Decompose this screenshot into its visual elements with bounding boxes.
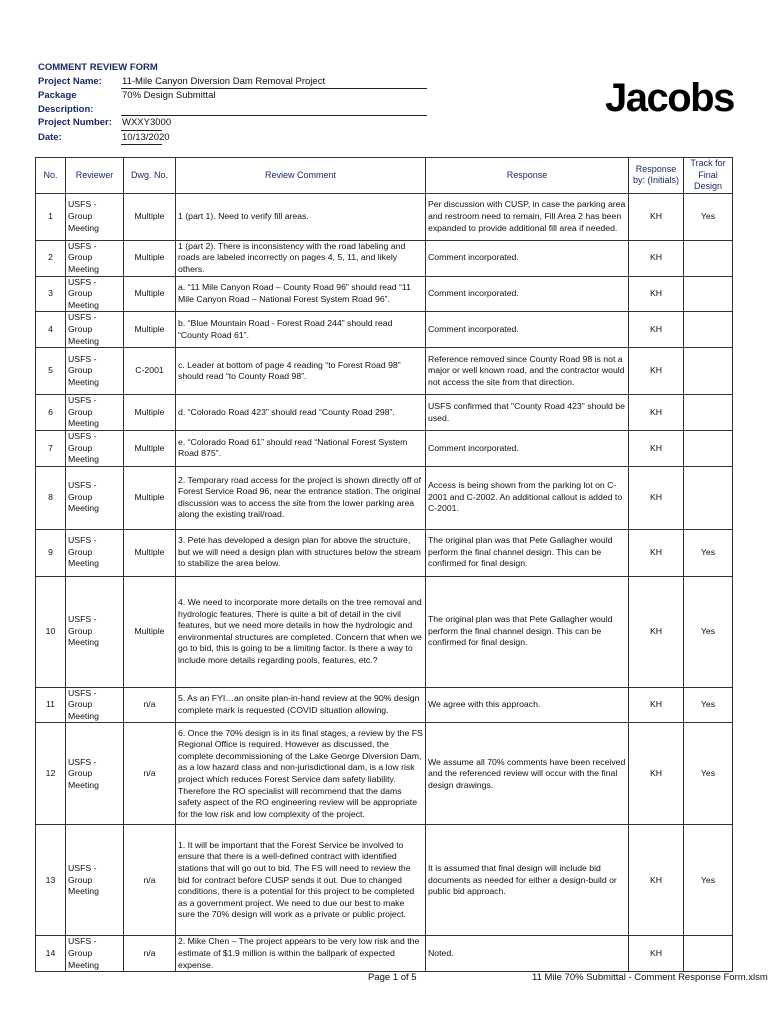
response-cell: Comment incorporated. [426, 240, 629, 276]
field-value: 11-Mile Canyon Diversion Dam Removal Project [121, 75, 427, 90]
reviewer-cell: USFS - Group Meeting [66, 687, 124, 723]
dwg-number-cell: Multiple [124, 276, 176, 312]
review-comment-cell: 4. We need to incorporate more details on the tree removal and hydrologic features. There is quite a bit of detail in the civil features, but we need more details in how the hydrologic and environmental structures are completed. Concern that when we go to bid, this is going to be a limiting factor. Is there a way to include more details regarding pools, features, etc.? [176, 576, 426, 687]
track-cell [684, 240, 733, 276]
response-by-cell: KH [629, 276, 684, 312]
reviewer-cell: USFS - Group Meeting [66, 825, 124, 936]
response-cell: Comment incorporated. [426, 430, 629, 466]
project-name-row [38, 75, 427, 90]
dwg-number-cell: Multiple [124, 240, 176, 276]
review-comment-cell: d. “Colorado Road 423” should read “County Road 298”. [176, 395, 426, 431]
track-cell [684, 276, 733, 312]
response-by-cell: KH [629, 723, 684, 825]
track-cell [684, 936, 733, 972]
response-by-cell: KH [629, 466, 684, 529]
response-by-cell: KH [629, 193, 684, 240]
row-number: 6 [36, 395, 66, 431]
field-value: 70% Design Submittal [121, 89, 427, 116]
response-by-cell: KH [629, 312, 684, 348]
reviewer-cell: USFS - Group Meeting [66, 312, 124, 348]
response-cell: Comment incorporated. [426, 276, 629, 312]
table-row [36, 348, 733, 395]
reviewer-cell: USFS - Group Meeting [66, 240, 124, 276]
track-cell: Yes [684, 825, 733, 936]
field-label: Package Description: [38, 90, 94, 115]
dwg-number-cell: n/a [124, 936, 176, 972]
response-cell: Noted. [426, 936, 629, 972]
row-number: 10 [36, 576, 66, 687]
dwg-number-cell: n/a [124, 825, 176, 936]
review-comment-cell: 5. As an FYI…an onsite plan-in-hand review at the 90% design complete mark is requested (COVID situation allowing. [176, 687, 426, 723]
table-row [36, 312, 733, 348]
review-comment-cell: 6. Once the 70% design is in its final stages, a review by the FS Regional Office is required. However as discussed, the complete decommissioning of the Lake George Diversion Dam, as a low hazard class and non-jurisdictional dam, is a low risk project which reduces Forest Service dam safety liability. Therefore the RO specialist will recommend that the dams safety aspect of the RO engineering review will be appropriate for the low risk and low complexity of the project. [176, 723, 426, 825]
field-label: Project Number: [38, 117, 112, 128]
form-header [38, 61, 427, 145]
response-cell: Reference removed since County Road 98 is not a major or well known road, and the contractor would not access the site from that direction. [426, 348, 629, 395]
date-row [38, 131, 427, 146]
response-by-cell: KH [629, 430, 684, 466]
review-comment-cell: 2. Temporary road access for the project is shown directly off of Forest Service Road 96, near the entrance station. The original discussion was to access the site from the lower parking area along the existing trail/road. [176, 466, 426, 529]
col-header-response: Response [426, 158, 629, 194]
response-cell: USFS confirmed that "County Road 423" should be used. [426, 395, 629, 431]
dwg-number-cell: n/a [124, 687, 176, 723]
table-row [36, 936, 733, 972]
track-cell: Yes [684, 576, 733, 687]
col-header-comment: Review Comment [176, 158, 426, 194]
row-number: 3 [36, 276, 66, 312]
row-number: 9 [36, 529, 66, 576]
response-by-cell: KH [629, 825, 684, 936]
response-by-cell: KH [629, 240, 684, 276]
row-number: 2 [36, 240, 66, 276]
dwg-number-cell: Multiple [124, 430, 176, 466]
reviewer-cell: USFS - Group Meeting [66, 723, 124, 825]
row-number: 8 [36, 466, 66, 529]
table-header-row [36, 158, 733, 194]
field-label: Date: [38, 131, 62, 143]
response-cell: We agree with this approach. [426, 687, 629, 723]
dwg-number-cell: Multiple [124, 576, 176, 687]
dwg-number-cell: Multiple [124, 193, 176, 240]
track-cell [684, 430, 733, 466]
field-label: Project Name: [38, 75, 102, 87]
track-cell [684, 395, 733, 431]
response-by-cell: KH [629, 576, 684, 687]
reviewer-cell: USFS - Group Meeting [66, 276, 124, 312]
reviewer-cell: USFS - Group Meeting [66, 193, 124, 240]
col-header-no: No. [36, 158, 66, 194]
review-comment-cell: 2. Mike Chen – The project appears to be very low risk and the estimate of $1.9 million is within the ballpark of expected expense. [176, 936, 426, 972]
dwg-number-cell: C-2001 [124, 348, 176, 395]
row-number: 12 [36, 723, 66, 825]
table-row [36, 825, 733, 936]
dwg-number-cell: n/a [124, 723, 176, 825]
col-header-track: Track for Final Design [684, 158, 733, 194]
review-comment-cell: a. “11 Mile Canyon Road – County Road 96” should read “11 Mile Canyon Road – National Forest System Road 96”. [176, 276, 426, 312]
file-name: 11 Mile 70% Submittal - Comment Response Form.xlsm [532, 972, 768, 983]
package-description-row [38, 89, 427, 116]
table-row [36, 430, 733, 466]
track-cell [684, 312, 733, 348]
reviewer-cell: USFS - Group Meeting [66, 348, 124, 395]
row-number: 14 [36, 936, 66, 972]
table-row [36, 529, 733, 576]
company-logo: Jacobs [605, 76, 734, 120]
col-header-reviewer: Reviewer [66, 158, 124, 194]
table-row [36, 687, 733, 723]
reviewer-cell: USFS - Group Meeting [66, 430, 124, 466]
project-number-row [38, 116, 427, 131]
form-title: COMMENT REVIEW FORM [38, 62, 158, 73]
response-by-cell: KH [629, 936, 684, 972]
review-comment-cell: 3. Pete has developed a design plan for above the structure, but we will need a design plan with structures below the stream to stabilize the area below. [176, 529, 426, 576]
field-value: WXXY3000 [121, 116, 162, 131]
review-comment-cell: 1 (part 2). There is inconsistency with the road labeling and roads are labeled incorrectly on pages 4, 5, 11, and likely others. [176, 240, 426, 276]
dwg-number-cell: Multiple [124, 529, 176, 576]
track-cell [684, 466, 733, 529]
track-cell: Yes [684, 723, 733, 825]
response-by-cell: KH [629, 348, 684, 395]
table-row [36, 576, 733, 687]
response-cell: It is assumed that final design will include bid documents as needed for either a design-build or public bid approach. [426, 825, 629, 936]
response-cell: The original plan was that Pete Gallagher would perform the final channel design. This can be confirmed for final design. [426, 529, 629, 576]
response-cell: Comment incorporated. [426, 312, 629, 348]
track-cell: Yes [684, 687, 733, 723]
row-number: 7 [36, 430, 66, 466]
table-row [36, 193, 733, 240]
reviewer-cell: USFS - Group Meeting [66, 936, 124, 972]
row-number: 11 [36, 687, 66, 723]
col-header-response-by: Response by: (Initials) [629, 158, 684, 194]
review-comment-cell: e. “Colorado Road 61” should read “National Forest System Road 875”. [176, 430, 426, 466]
review-comment-cell: 1 (part 1). Need to verify fill areas. [176, 193, 426, 240]
reviewer-cell: USFS - Group Meeting [66, 395, 124, 431]
row-number: 4 [36, 312, 66, 348]
row-number: 13 [36, 825, 66, 936]
row-number: 5 [36, 348, 66, 395]
reviewer-cell: USFS - Group Meeting [66, 576, 124, 687]
response-by-cell: KH [629, 529, 684, 576]
reviewer-cell: USFS - Group Meeting [66, 529, 124, 576]
page-number: Page 1 of 5 [368, 972, 417, 983]
response-cell: The original plan was that Pete Gallagher would perform the final channel design. This can be confirmed for final design. [426, 576, 629, 687]
table-row [36, 240, 733, 276]
response-cell: Per discussion with CUSP, in case the parking area and restroom need to remain, Fill Area 2 has been expanded to provide additional fill area if needed. [426, 193, 629, 240]
comment-table [35, 157, 733, 972]
dwg-number-cell: Multiple [124, 466, 176, 529]
reviewer-cell: USFS - Group Meeting [66, 466, 124, 529]
response-by-cell: KH [629, 395, 684, 431]
row-number: 1 [36, 193, 66, 240]
track-cell: Yes [684, 529, 733, 576]
table-row [36, 276, 733, 312]
review-comment-cell: b. “Blue Mountain Road - Forest Road 244” should read “County Road 61”. [176, 312, 426, 348]
response-cell: Access is being shown from the parking lot on C-2001 and C-2002. An additional callout is added to C-2001. [426, 466, 629, 529]
table-row [36, 395, 733, 431]
response-by-cell: KH [629, 687, 684, 723]
track-cell [684, 348, 733, 395]
track-cell: Yes [684, 193, 733, 240]
response-cell: We assume all 70% comments have been received and the referenced review will occur with the final design drawings. [426, 723, 629, 825]
table-row [36, 466, 733, 529]
field-value: 10/13/2020 [121, 131, 162, 146]
col-header-dwg: Dwg. No. [124, 158, 176, 194]
table-row [36, 723, 733, 825]
dwg-number-cell: Multiple [124, 312, 176, 348]
review-comment-cell: c. Leader at bottom of page 4 reading “to Forest Road 98” should read “to County Road 98”. [176, 348, 426, 395]
review-comment-cell: 1. It will be important that the Forest Service be involved to ensure that there is a well-defined contract with identified stations that will go out to bid. The FS will need to review the bid for contract before CUSP sends it out. Due to changed conditions, there is a potential for this project to be completed as a government project. We need to due our best to make sure the 70% design will work as a private or public project. [176, 825, 426, 936]
dwg-number-cell: Multiple [124, 395, 176, 431]
